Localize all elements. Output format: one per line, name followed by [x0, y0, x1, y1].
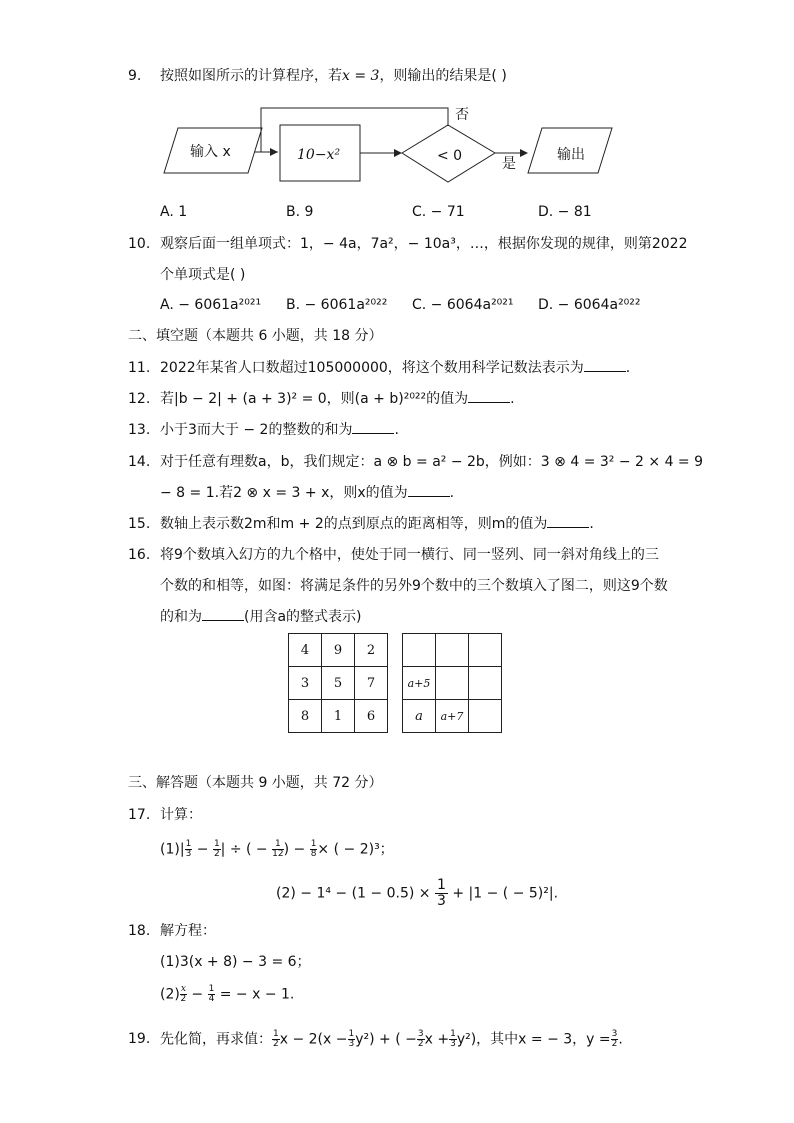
q10-stem: 观察后面一组单项式：1，− 4a，7a²，− 10a³，…，根据你发现的规律，则第2022	[160, 236, 688, 252]
q9-option-d: D. − 81	[538, 204, 592, 220]
grid1-cell: 3	[289, 667, 322, 700]
grid1-cell: 6	[355, 700, 388, 733]
flow-compute-label: 10−x²	[297, 147, 341, 163]
grid1-cell: 2	[355, 634, 388, 667]
grid2-cell	[436, 667, 469, 700]
q18-part-2: (2) $\frac{x}{2}$ − $\frac{1}{4}$ = − x − 1.	[160, 984, 295, 1004]
grid1-cell: 7	[355, 667, 388, 700]
q14-number: 14.	[128, 454, 151, 470]
q17-number: 17.	[128, 807, 151, 823]
flow-output-label: 输出	[557, 147, 585, 163]
q9-option-b: B. 9	[286, 204, 314, 220]
q9-option-c: C. − 71	[412, 204, 465, 220]
flow-input-label: 输入 x	[190, 144, 231, 160]
q10-option-c: C. − 6064a²⁰²¹	[412, 297, 514, 313]
q16-line-2: 个数的和相等，如图：将满足条件的另外9个数中的三个数填入了图二，则这9个数	[160, 578, 668, 594]
q14-line-2: − 8 = 1.若2 ⊗ x = 3 + x，则x的值为 .	[160, 485, 455, 501]
q10-option-d: D. − 6064a²⁰²²	[538, 297, 641, 313]
flow-condition-label: < 0	[437, 148, 463, 164]
q13-number: 13.	[128, 422, 151, 438]
q9-stem: 按照如图所示的计算程序，若x = 3，则输出的结果是( )	[160, 68, 507, 84]
answer-blank	[352, 421, 394, 434]
grid2-cell	[403, 634, 436, 667]
answer-blank	[468, 390, 510, 403]
magic-square-2	[402, 633, 502, 733]
grid1-cell: 9	[322, 634, 355, 667]
q17-part-2: (2) − 1⁴ − (1 − 0.5) × $\frac{1}{3}$ + |1 − ( − 5)²|.	[276, 877, 559, 909]
q17-title: 计算：	[160, 807, 202, 823]
grid2-cell: a+5	[403, 667, 436, 700]
q16-line-3: 的和为 (用含a的整式表示)	[160, 609, 362, 625]
grid1-cell: 5	[322, 667, 355, 700]
q17-part-1: (1)| $\frac{1}{3}$ − $\frac{1}{2}$ | ÷ ( − $\frac{1}{12}$ ) − $\frac{1}{8}$ × ( − 2)³；	[160, 839, 394, 859]
q11-number: 11.	[128, 360, 151, 376]
q10-option-a: A. − 6061a²⁰²¹	[160, 297, 262, 313]
grid2-cell	[469, 700, 502, 733]
q14-line-1: 对于任意有理数a，b，我们规定：a ⊗ b = a² − 2b，例如：3 ⊗ 4 = 3² − 2 × 4 = 9	[160, 454, 704, 470]
q16-number: 16.	[128, 547, 151, 563]
answer-blank	[202, 608, 244, 621]
grid2-cell	[436, 634, 469, 667]
grid2-cell	[469, 634, 502, 667]
q10-option-b: B. − 6061a²⁰²²	[286, 297, 388, 313]
q10-number: 10.	[128, 236, 151, 252]
q18-part-1: (1)3(x + 8) − 3 = 6；	[160, 954, 311, 970]
q12-text: 若|b − 2| + (a + 3)² = 0，则(a + b)²⁰²²的值为 .	[160, 391, 515, 407]
grid2-cell	[469, 667, 502, 700]
q15-text: 数轴上表示数2m和m + 2的点到原点的距离相等，则m的值为 .	[160, 516, 594, 532]
answer-blank	[408, 484, 450, 497]
flow-loop-line	[261, 108, 448, 152]
grid1-cell: 8	[289, 700, 322, 733]
section-fill-in-heading: 二、填空题（本题共 6 小题，共 18 分）	[128, 328, 383, 344]
q18-number: 18.	[128, 923, 151, 939]
q18-title: 解方程：	[160, 923, 216, 939]
q12-number: 12.	[128, 391, 151, 407]
answer-blank	[584, 359, 626, 372]
q13-text: 小于3而大于 − 2的整数的和为 .	[160, 422, 399, 438]
section-solve-heading: 三、解答题（本题共 9 小题，共 72 分）	[128, 775, 383, 791]
q19-text: 先化简，再求值： $\frac{1}{2}$ x − 2(x − $\frac{1}{3}$ y²) + ( − $\frac{3}{2}$ x + $\frac{1}{3}$ y²)，其中x = − 3，y = $\frac{3}{2}$ .	[160, 1029, 623, 1049]
grid1-cell: 4	[289, 634, 322, 667]
q19-number: 19.	[128, 1031, 151, 1047]
grid2-cell: a	[403, 700, 436, 733]
grid2-cell: a+7	[436, 700, 469, 733]
flow-yes-label: 是	[502, 156, 516, 172]
magic-square-1	[288, 633, 388, 733]
flow-no-label: 否	[455, 107, 469, 123]
q9-option-a: A. 1	[160, 204, 188, 220]
grid1-cell: 1	[322, 700, 355, 733]
q15-number: 15.	[128, 516, 151, 532]
q10-stem-2: 个单项式是( )	[160, 267, 246, 283]
q16-line-1: 将9个数填入幻方的九个格中，使处于同一横行、同一竖列、同一斜对角线上的三	[160, 547, 659, 563]
answer-blank	[547, 515, 589, 528]
q9-number: 9.	[128, 68, 142, 84]
q11-text: 2022年某省人口数超过105000000，将这个数用科学记数法表示为 .	[160, 360, 631, 376]
